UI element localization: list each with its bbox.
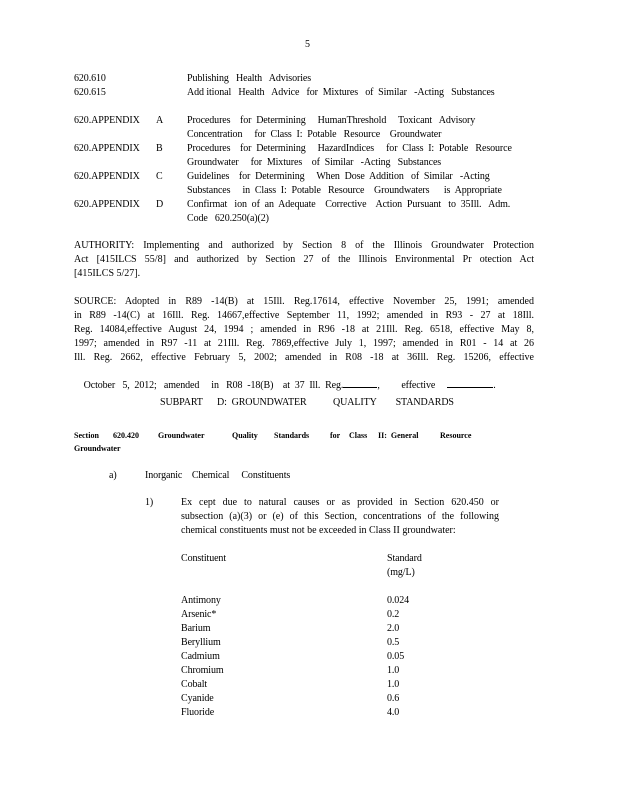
constituent-name: Cobalt: [181, 679, 208, 690]
toc-title: Procedures for Determining HazardIndices for Class I: Potable Resource: [187, 143, 512, 154]
constituent-name: Cyanide: [181, 693, 214, 704]
section-heading-word: Section: [74, 431, 99, 440]
constituent-standard: 0.5: [387, 637, 400, 648]
section-heading-word: Groundwater: [158, 431, 205, 440]
toc-title: Substances in Class I: Potable Resource Groundwaters is Appropriate: [187, 185, 502, 196]
toc-code: 620.APPENDIX: [74, 199, 140, 210]
constituent-name: Barium: [181, 623, 211, 634]
source-line: Reg. 14084,effective August 24, 1994 ; amended in R96 -18 at 21Ill. Reg. 6518, effective May 8,: [74, 324, 534, 335]
subsection-title: Inorganic Chemical Constituents: [145, 470, 291, 481]
constituent-standard: 0.2: [387, 609, 400, 620]
toc-code: 620.APPENDIX: [74, 115, 140, 126]
table-header-constituent: Constituent: [181, 553, 227, 564]
source-line: in R89 -14(C) at 16Ill. Reg. 14667,effective September 11, 1992; amended in R93 - 27 at 18Ill.: [74, 310, 534, 321]
authority-paragraph: [74, 239, 534, 281]
constituent-standard: 1.0: [387, 665, 400, 676]
authority-line: [415ILCS 5/27].: [74, 268, 141, 279]
toc-letter: D: [156, 199, 164, 210]
source-last-end: .: [493, 380, 496, 391]
blank-effective-date: [447, 378, 493, 388]
section-number: 620.420: [113, 431, 139, 440]
subpart-title: SUBPART D: GROUNDWATER QUALITY STANDARDS: [160, 397, 454, 408]
toc-letter: A: [156, 115, 164, 126]
table-header-standard: Standard: [387, 553, 422, 564]
toc-letter: C: [156, 171, 163, 182]
constituent-name: Cadmium: [181, 651, 220, 662]
page-number: 5: [305, 39, 310, 50]
table-header-unit: (mg/L): [387, 567, 415, 578]
item-line: subsection (a)(3) or (e) of this Section, concentrations of the following: [181, 511, 499, 522]
subsection-label: a): [109, 470, 117, 481]
toc-letter: B: [156, 143, 163, 154]
authority-line: Act [415ILCS 55/8] and authorized by Section 27 of the Illinois Environmental Pr otection Act: [74, 254, 534, 265]
source-line: Ill. Reg. 2662, effective February 5, 2002; amended in R08 -18 at 36Ill. Reg. 15206, effective: [74, 352, 534, 363]
section-heading-word: II: General: [378, 431, 419, 440]
section-heading-word: Resource: [440, 431, 472, 440]
source-last-prefix: October 5, 2012; amended in R08 -18(B) at 37 Ill. Reg.: [83, 380, 344, 391]
section-heading-word: Quality: [232, 431, 258, 440]
constituent-name: Beryllium: [181, 637, 221, 648]
toc-code: 620.APPENDIX: [74, 143, 140, 154]
item-paragraph: [181, 496, 499, 538]
toc-title: Concentration for Class I: Potable Resource Groundwater: [187, 129, 442, 140]
toc-title: Confirmat ion of an Adequate Corrective Action Pursuant to 35Ill. Adm.: [187, 199, 511, 210]
section-heading-word: Standards: [274, 431, 310, 440]
source-line: 1997; amended in R97 -11 at 21Ill. Reg. 7869,effective July 1, 1997; amended in R01 - 14 at 26: [74, 338, 534, 349]
constituent-standard: 0.05: [387, 651, 405, 662]
toc-code: 620.615: [74, 87, 106, 98]
constituent-standard: 1.0: [387, 679, 400, 690]
constituent-name: Antimony: [181, 595, 221, 606]
item-line: Ex cept due to natural causes or as provided in Section 620.450 or: [181, 497, 499, 508]
constituent-name: Chromium: [181, 665, 224, 676]
constituent-name: Fluoride: [181, 707, 215, 718]
constituent-standard: 0.6: [387, 693, 400, 704]
section-heading-word: Groundwater: [74, 444, 121, 453]
toc-title: Guidelines for Determining When Dose Addition of Similar -Acting: [187, 171, 490, 182]
section-heading-word: for: [330, 431, 341, 440]
toc-title: Groundwater for Mixtures of Similar -Acting Substances: [187, 157, 442, 168]
blank-register-number: [343, 378, 377, 388]
toc-title: Code 620.250(a)(2): [187, 213, 269, 224]
item-label: 1): [145, 497, 154, 508]
toc-code: 620.APPENDIX: [74, 171, 140, 182]
authority-line: AUTHORITY: Implementing and authorized by Section 8 of the Illinois Groundwater Protection: [74, 240, 534, 251]
toc-code: 620.610: [74, 73, 106, 84]
toc-title: Procedures for Determining HumanThreshold Toxicant Advisory: [187, 115, 476, 126]
source-paragraph: [74, 295, 534, 365]
source-last-mid: , effective: [377, 380, 436, 391]
source-line: SOURCE: Adopted in R89 -14(B) at 15Ill. Reg.17614, effective November 25, 1991; amended: [74, 296, 534, 307]
toc-title: Add itional Health Advice for Mixtures of Similar -Acting Substances: [187, 87, 495, 98]
section-heading-word: Class: [349, 431, 368, 440]
item-line: chemical constituents must not be exceeded in Class II groundwater:: [181, 525, 456, 536]
toc-title: Publishing Health Advisories: [187, 73, 312, 84]
constituent-name: Arsenic*: [181, 609, 217, 620]
constituent-standard: 2.0: [387, 623, 400, 634]
constituent-standard: 0.024: [387, 595, 410, 606]
constituent-standard: 4.0: [387, 707, 400, 718]
